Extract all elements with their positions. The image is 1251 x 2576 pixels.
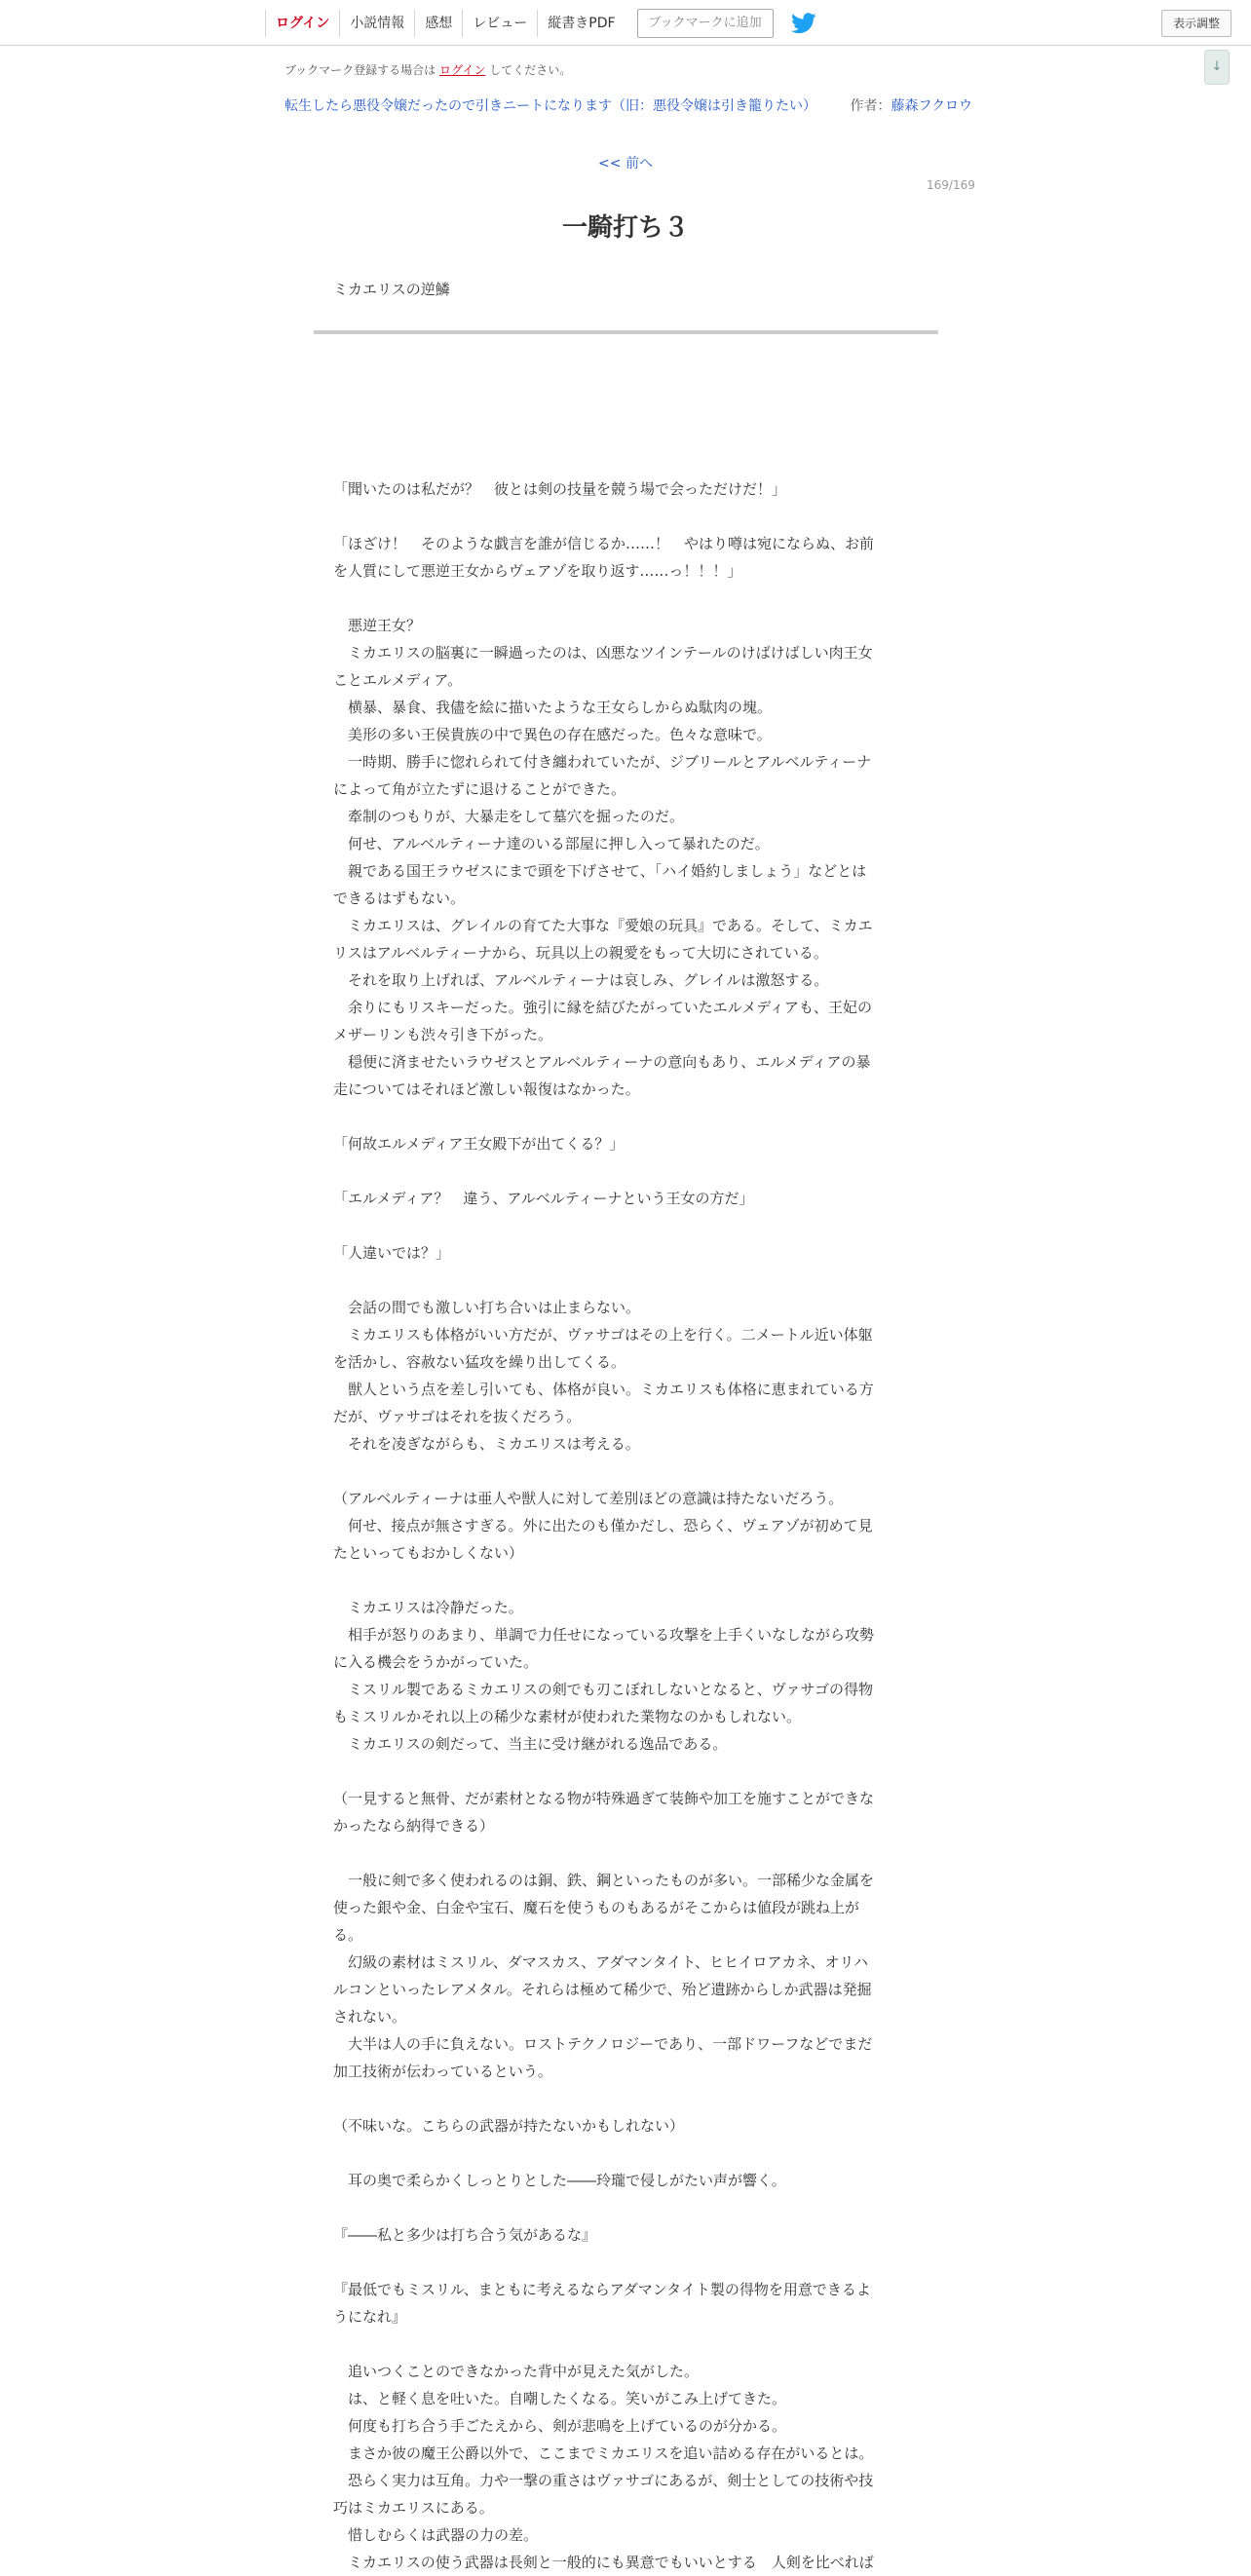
author-link[interactable]: 藤森フクロウ (891, 98, 973, 114)
body-line: 恐らく実力は互角。力や一撃の重さはヴァサゴにあるが、剣士としての技術や技 (333, 2472, 874, 2489)
body-line: 相手が怒りのあまり、単調で力任せになっている攻撃を上手くいなしながら攻勢 (333, 1626, 875, 1644)
chapter-subtitle: ミカエリスの逆鱗 (333, 281, 450, 298)
prev-page-link[interactable]: << 前へ (598, 156, 653, 171)
nav-novel-info[interactable]: 小説情報 (339, 10, 414, 37)
body-line: 「何故エルメディア王女殿下が出てくる？」 (333, 1135, 625, 1153)
body-line: 余りにもリスキーだった。強引に縁を結びたがっていたエルメディアも、王妃の (333, 999, 873, 1016)
title-divider (314, 330, 938, 334)
body-line: ミカエリスの使う武器は長剣と一般的にも異意でもいいとする 人剣を比べれば (333, 2554, 874, 2571)
body-line: ミカエリスは、グレイルの育てた大事な『愛娘の玩具』である。そして、ミカエ (333, 917, 873, 934)
body-line: 何度も打ち合う手ごたえから、剣が悲鳴を上げているのが分かる。 (333, 2417, 787, 2435)
body-line: 使った銀や金、白金や宝石、魔石を使うものもあるがそこからは値段が跳ね上が (333, 1899, 860, 1916)
body-line: ルコンといったレアメタル。それらは極めて稀少で、殆ど遺跡からしか武器は発掘 (333, 1981, 872, 1998)
body-line: メザーリンも渋々引き下がった。 (333, 1026, 553, 1043)
body-line (333, 1839, 918, 1867)
twitter-bird-icon[interactable] (791, 13, 816, 34)
body-line: されない。 (333, 2008, 407, 2026)
body-line (333, 1157, 918, 1185)
body-line: （一見すると無骨、だが素材となる物が特殊過ぎて装飾や加工を施すことができな (333, 1790, 875, 1807)
body-line (333, 2140, 918, 2167)
novel-body (333, 421, 918, 2576)
body-line: うになれ』 (333, 2308, 407, 2326)
body-line (333, 1458, 918, 1485)
nav-login[interactable]: ログイン (265, 10, 339, 37)
bookmark-notice-text: ブックマーク登録する場合は (284, 63, 436, 77)
body-line: 親である国王ラウゼスにまで頭を下げさせて、「ハイ婚約しましょう」などとは (333, 862, 867, 880)
body-line: ミカエリスも体格がいい方だが、ヴァサゴはその上を行く。二メートル近い体躯 (333, 1326, 873, 1344)
page-count: 169/169 (927, 178, 975, 192)
body-line: 追いつくことのできなかった背中が見えた気がした。 (333, 2363, 700, 2380)
body-line: 一般に剣で多く使われるのは銅、鉄、鋼といったものが多い。一部稀少な金属を (333, 1872, 875, 1889)
body-line: ことエルメディア。 (333, 671, 463, 689)
body-line: 『――私と多少は打ち合う気があるな』 (333, 2226, 597, 2244)
body-line: 「人違いでは？」 (333, 1244, 451, 1262)
nav-review[interactable]: レビュー (462, 10, 537, 37)
author-label: 作者： (850, 98, 891, 114)
add-bookmark-button[interactable]: ブックマークに追加 (637, 9, 774, 38)
body-line: できるはずもない。 (333, 890, 466, 907)
body-line: たといってもおかしくない） (333, 1544, 524, 1562)
body-line: ミカエリスは冷静だった。 (333, 1599, 523, 1616)
body-line: 「聞いたのは私だが？ 彼とは剣の技量を競う場で会っただけだ！」 (333, 480, 787, 498)
body-line: 加工技術が伝わっているという。 (333, 2063, 552, 2080)
body-line: 幻級の素材はミスリル、ダマスカス、アダマンタイト、ヒヒイロアカネ、オリハ (333, 1953, 869, 1971)
bookmark-notice-suffix: してください。 (489, 63, 572, 77)
header-nav (265, 10, 816, 37)
body-line: ミカエリスの剣だって、当主に受け継がれる逸品である。 (333, 1735, 728, 1753)
bookmark-login-link[interactable]: ログイン (439, 63, 486, 77)
body-line (333, 1103, 918, 1130)
body-line: に入る機会をうかがっていた。 (333, 1653, 539, 1671)
body-line (333, 2249, 918, 2276)
body-line: 獣人という点を差し引いても、体格が良い。ミカエリスも体格に恵まれている方 (333, 1381, 874, 1398)
body-line: る。 (333, 1926, 363, 1944)
chapter-title: 一騎打ち３ (561, 213, 689, 243)
body-line (333, 1212, 918, 1239)
body-line: を活かし、容赦ない猛攻を繰り出してくる。 (333, 1353, 626, 1371)
body-line: ミカエリスの脳裏に一瞬過ったのは、凶悪なツインテールのけばけばしい肉王女 (333, 644, 873, 662)
body-line: 会話の間でも激しい打ち合いは止まらない。 (333, 1299, 641, 1316)
body-line (333, 1758, 918, 1785)
body-line: 惜しむらくは武器の力の差。 (333, 2526, 539, 2544)
body-line: だが、ヴァサゴはそれを抜くだろう。 (333, 1408, 582, 1425)
body-line: 悪逆王女？ (333, 617, 422, 634)
body-line (333, 2194, 918, 2221)
body-line: かったなら納得できる） (333, 1817, 495, 1835)
body-line: 一時期、勝手に惚れられて付き纏われていたが、ジブリールとアルベルティーナ (333, 753, 872, 771)
body-line (333, 585, 918, 612)
nav-vertical-pdf[interactable]: 縦書きPDF (537, 10, 625, 37)
scroll-down-button[interactable]: ↓ (1204, 50, 1230, 85)
body-line: によって角が立たずに退けることができた。 (333, 780, 626, 798)
body-line: それを凌ぎながらも、ミカエリスは考える。 (333, 1435, 640, 1453)
body-line: まさか彼の魔王公爵以外で、ここまでミカエリスを追い詰める存在がいるとは。 (333, 2444, 874, 2462)
body-line: 巧はミカエリスにある。 (333, 2499, 494, 2517)
body-line: 何せ、接点が無さすぎる。外に出たのも僅かだし、恐らく、ヴェアゾが初めて見 (333, 1517, 873, 1534)
body-line: ミスリル製であるミカエリスの剣でも刃こぼれしないとなると、ヴァサゴの得物 (333, 1681, 873, 1698)
body-line (333, 2085, 918, 2112)
body-line: 美形の多い王侯貴族の中で異色の存在感だった。色々な意味で。 (333, 726, 772, 743)
body-line: 横暴、暴食、我儘を絵に描いたような王女らしからぬ駄肉の塊。 (333, 699, 773, 716)
series-info (284, 95, 972, 115)
body-line: 「エルメディア？ 違う、アルベルティーナという王女の方だ」 (333, 1190, 754, 1207)
body-line: 走についてはそれほど激しい報復はなかった。 (333, 1080, 640, 1098)
body-line: それを取り上げれば、アルベルティーナは哀しみ、グレイルは激怒する。 (333, 971, 829, 989)
body-line (333, 421, 918, 448)
body-line: 「ほざけ！ そのような戯言を誰が信じるか……！ やはり噂は宛にならぬ、お前 (333, 535, 875, 552)
body-line: を人質にして悪逆王女からヴェアゾを取り返す……っ！！！」 (333, 562, 742, 580)
display-settings-button[interactable]: 表示調整 (1161, 10, 1232, 37)
body-line: もミスリルかそれ以上の稀少な素材が使われた業物なのかもしれない。 (333, 1708, 802, 1725)
body-line: 牽制のつもりが、大暴走をして墓穴を掘ったのだ。 (333, 808, 685, 825)
top-navigation-bar (0, 0, 1251, 46)
body-line (333, 448, 918, 475)
nav-impressions[interactable]: 感想 (414, 10, 462, 37)
body-line (333, 503, 918, 530)
body-line: 穏便に済ませたいラウゼスとアルベルティーナの意向もあり、エルメディアの暴 (333, 1053, 871, 1071)
body-line: 何せ、アルベルティーナ達のいる部屋に押し入って暴れたのだ。 (333, 835, 770, 852)
bookmark-notice (284, 61, 571, 78)
body-line: 大半は人の手に負えない。ロストテクノロジーであり、一部ドワーフなどでまだ (333, 2035, 873, 2053)
body-line: （アルベルティーナは亜人や獣人に対して差別ほどの意識は持たないだろう。 (333, 1490, 844, 1507)
body-line: （不味いな。こちらの武器が持たないかもしれない） (333, 2117, 685, 2135)
body-line: は、と軽く息を吐いた。自嘲したくなる。笑いがこみ上げてきた。 (333, 2390, 787, 2407)
body-line (333, 1567, 918, 1594)
body-line: 『最低でもミスリル、まともに考えるならアダマンタイト製の得物を用意できるよ (333, 2281, 871, 2298)
body-line: リスはアルベルティーナから、玩具以上の親愛をもって大切にされている。 (333, 944, 828, 962)
body-line: 耳の奥で柔らかくしっとりとした――玲瓏で侵しがたい声が響く。 (333, 2172, 786, 2189)
series-title-link[interactable]: 転生したら悪役令嬢だったので引きニートになります（旧：悪役令嬢は引き籠りたい） (284, 98, 816, 114)
body-line (333, 1267, 918, 1294)
body-line (333, 2330, 918, 2358)
